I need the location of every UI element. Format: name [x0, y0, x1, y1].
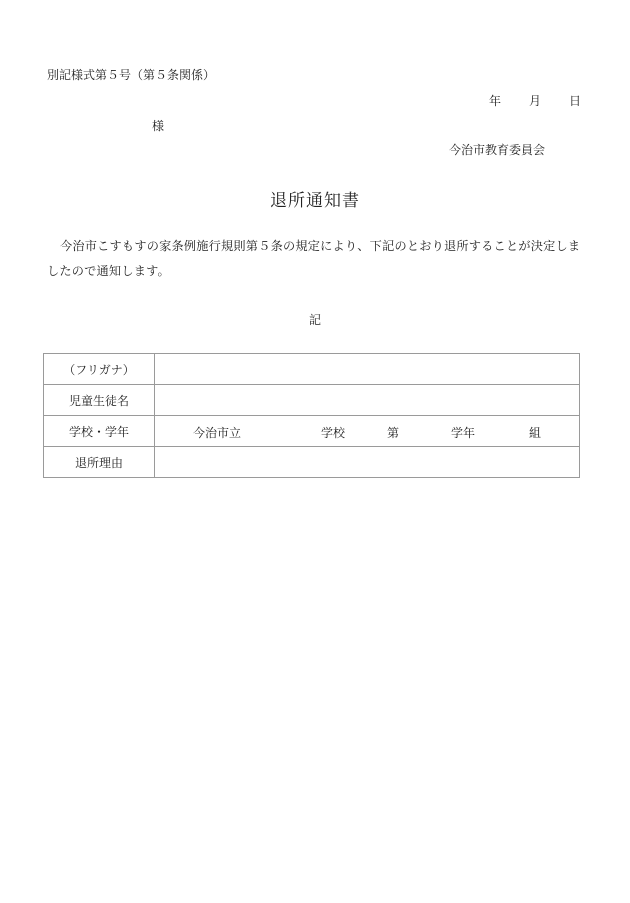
date-line	[489, 92, 581, 109]
date-month-label: 月	[529, 94, 542, 108]
school-prefix: 今治市立	[193, 426, 242, 440]
student-name-label: 児童生徒名	[44, 385, 155, 416]
form-number: 別記様式第５号（第５条関係）	[47, 68, 216, 82]
reason-field[interactable]	[155, 447, 580, 478]
issuer: 今治市教育委員会	[449, 143, 546, 157]
date-day-label: 日	[569, 94, 582, 108]
school-grade-field[interactable]	[155, 416, 580, 447]
student-name-field[interactable]	[155, 385, 580, 416]
reason-label: 退所理由	[44, 447, 155, 478]
document-title: 退所通知書	[270, 191, 360, 211]
table-row-reason	[44, 447, 580, 478]
body-text: 今治市こすもすの家条例施行規則第５条の規定により、下記のとおり退所することが決定しましたので通知します。	[47, 239, 581, 278]
table-row-student-name	[44, 385, 580, 416]
school-grade-label: 学校・学年	[44, 416, 155, 447]
school-suffix: 学校	[321, 426, 346, 440]
form-table	[43, 353, 580, 478]
class-suffix: 組	[529, 426, 542, 440]
ki-heading: 記	[308, 313, 321, 327]
furigana-label: （フリガナ）	[44, 354, 155, 385]
furigana-field[interactable]	[155, 354, 580, 385]
grade-dai: 第	[387, 426, 400, 440]
table-row-school-grade	[44, 416, 580, 447]
grade-suffix: 学年	[451, 426, 476, 440]
date-year-label: 年	[489, 94, 502, 108]
table-row-furigana	[44, 354, 580, 385]
recipient-suffix: 様	[152, 119, 165, 133]
